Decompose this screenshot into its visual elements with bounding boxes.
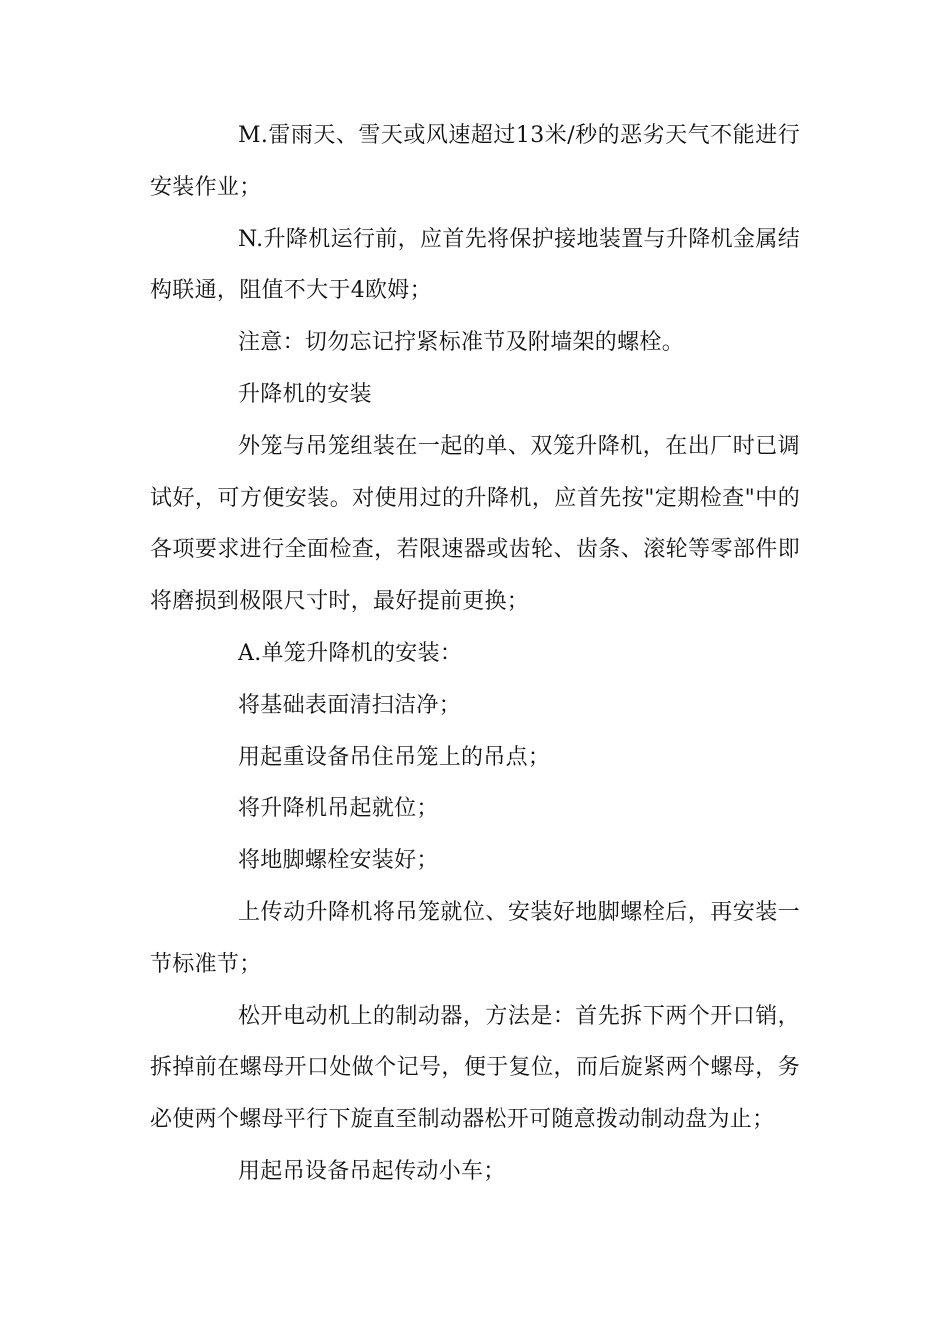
paragraph-pre-inspection: 外笼与吊笼组装在一起的单、双笼升降机，在出厂时已调试好，可方便安装。对使用过的升降机，应首先按"定期检查"中的各项要求进行全面检查，若限速器或齿轮、齿条、滚轮等零部件即将磨损到极限尺寸时，最好提前更换； — [150, 433, 800, 615]
paragraph-item-m-weather: M.雷雨天、雪天或风速超过13米/秒的恶劣天气不能进行安装作业； — [150, 123, 800, 200]
step-position-lift: 将升降机吊起就位； — [238, 796, 439, 822]
step-lift-drive-trolley: 用起吊设备吊起传动小车； — [238, 1158, 506, 1184]
paragraph-item-n-grounding: N.升降机运行前，应首先将保护接地装置与升降机金属结构联通，阻值不大于4欧姆； — [150, 226, 800, 304]
step-clean-foundation: 将基础表面清扫洁净； — [238, 692, 462, 718]
subheading-single-cage: A.单笼升降机的安装： — [238, 640, 463, 666]
step-standard-section: 上传动升降机将吊笼就位、安装好地脚螺栓后，再安装一节标准节； — [150, 899, 800, 977]
paragraph-note-bolts: 注意：切勿忘记拧紧标准节及附墙架的螺栓。 — [238, 330, 685, 356]
step-release-brake: 松开电动机上的制动器，方法是：首先拆下两个开口销，拆掉前在螺母开口处做个记号，便于复位，而后旋紧两个螺母，务必使两个螺母平行下旋直至制动器松开可随意拨动制动盘为止； — [150, 1003, 800, 1133]
document-page — [150, 110, 800, 1198]
section-heading-installation: 升降机的安装 — [238, 381, 372, 407]
step-hoist-cage: 用起重设备吊住吊笼上的吊点； — [238, 744, 551, 770]
step-anchor-bolts: 将地脚螺栓安装好； — [238, 848, 439, 874]
